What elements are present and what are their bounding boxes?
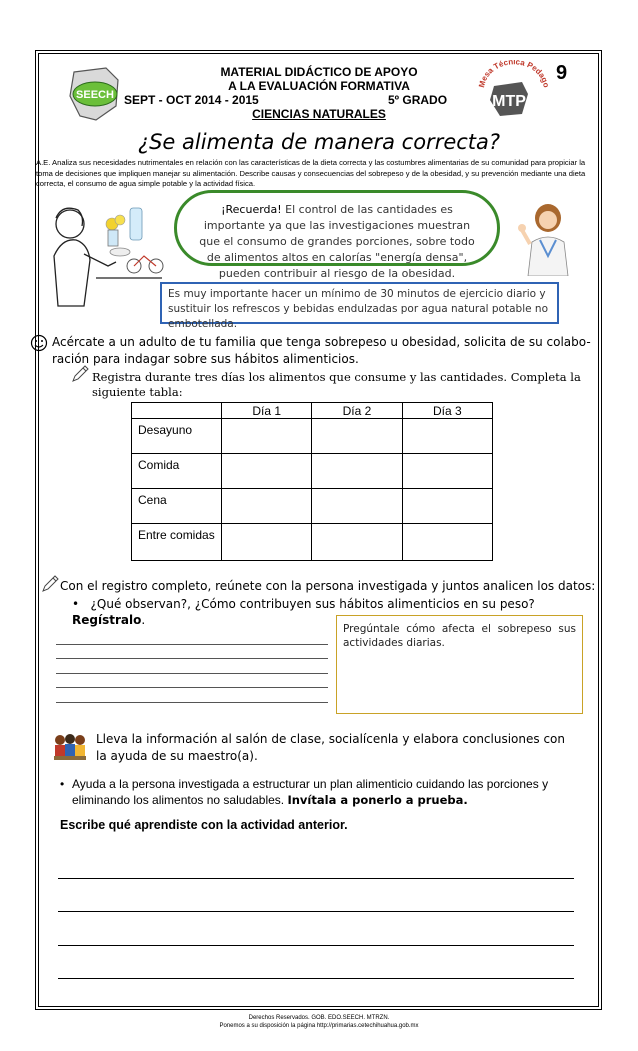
bullet-2-bold: Invítala a ponerlo a prueba.: [287, 793, 468, 807]
bullet-1-text: ¿Qué observan?, ¿Cómo contribuyen sus hábitos alimenticios en su peso?: [90, 597, 535, 611]
table-cell[interactable]: [312, 524, 402, 561]
header-period: SEPT - OCT 2014 - 2015: [124, 93, 259, 107]
instruction-2: [92, 370, 592, 400]
pencil-icon: [70, 364, 90, 388]
table-cell[interactable]: [222, 454, 312, 489]
mtp-logo-letters: MTP: [492, 93, 526, 110]
instruction-3-text: Con el registro completo, reúnete con la persona investigada y juntos analicen los datos:: [60, 579, 596, 593]
table-row-label: Cena: [132, 489, 222, 524]
instruction-1: [52, 334, 592, 368]
side-question-box: Pregúntale cómo afecta el sobrepeso sus actividades diarias.: [336, 615, 583, 714]
table-cell[interactable]: [402, 419, 492, 454]
bullet-2: • Ayuda a la persona investigada a estructurar un plan alimenticio cuidando las porciones y eliminando los alimentos no saludables. Invítala a ponerlo a prueba.: [60, 777, 549, 807]
table-cell[interactable]: [402, 489, 492, 524]
table-cell[interactable]: [312, 489, 402, 524]
mtp-logo-arc-text: Mesa Técnica Peda: [478, 60, 547, 89]
header-subject: CIENCIAS NATURALES: [252, 107, 386, 121]
table-header-row: [132, 403, 493, 419]
table-row-label: Desayuno: [132, 419, 222, 454]
table-row: [132, 524, 493, 561]
table-cell[interactable]: [222, 489, 312, 524]
table-cell[interactable]: [402, 524, 492, 561]
recuerda-lead: ¡Recuerda!: [221, 203, 282, 216]
bullet-1-end: .: [141, 613, 146, 627]
table-column-header: Día 3: [402, 403, 492, 419]
students-group-icon: [52, 732, 88, 767]
header-grade: 5º GRADO: [388, 93, 448, 107]
table-cell[interactable]: [312, 419, 402, 454]
exercise-note-box: Es muy importante hacer un mínimo de 30 minutos de ejercicio diario y sustituir los refrescos y bebidas endulzadas por agua natural potable no embotellada.: [160, 282, 559, 324]
pencil-icon: [40, 574, 60, 598]
doctor-illustration: [518, 200, 580, 276]
table-column-header: Día 2: [312, 403, 402, 419]
answer-lines-short[interactable]: [56, 630, 328, 703]
table-column-header: Día 1: [222, 403, 312, 419]
seech-logo-text: SEECH: [76, 89, 114, 101]
instruction-2-text: Registra durante tres días los alimentos que consume y las cantidades. Completa la siguiente tabla:: [92, 370, 581, 399]
table-row: [132, 454, 493, 489]
instruction-4: Lleva la información al salón de clase, socialícenla y elabora conclusiones con la ayuda de su maestro(a).: [96, 732, 565, 763]
table-cell[interactable]: [222, 419, 312, 454]
bullet-1-bold: Regístralo: [72, 613, 142, 627]
page-title: ¿Se alimenta de manera correcta?: [137, 130, 501, 154]
food-record-table: [131, 402, 493, 561]
recuerda-text: El control de las cantidades es importante ya que las investigaciones muestran que el consumo de grandes porciones, sobre todo de alimentos altos en calorías "energía densa", pueden contribuir al riesgo de la obesidad.: [199, 203, 475, 280]
footer-line1: Derechos Reservados. GOB. EDO.SEECH. MTRZN.: [248, 1015, 390, 1021]
table-cell[interactable]: [312, 454, 402, 489]
table-row-label: Comida: [132, 454, 222, 489]
header-line2: A LA EVALUACIÓN FORMATIVA: [228, 79, 410, 93]
footer-line2: Ponemos a su disposición la página http://primarias.cetechihuahua.gob.mx: [219, 1023, 419, 1029]
bullet-1: • ¿Qué observan?, ¿Cómo contribuyen sus hábitos alimenticios en su peso? Regístralo.: [72, 597, 535, 627]
bullet-2-text: Ayuda a la persona investigada a estructurar un plan alimenticio cuidando las porciones y eliminando los alimentos no saludables.: [72, 777, 549, 807]
instruction-1-text: Acércate a un adulto de tu familia que tenga sobrepeso u obesidad, solicita de su colabo-ración para indagar sobre sus hábitos alimenticios.: [52, 335, 591, 366]
page-number: 9: [556, 62, 568, 84]
table-cell[interactable]: [402, 454, 492, 489]
table-cell[interactable]: [222, 524, 312, 561]
write-prompt: Escribe qué aprendiste con la actividad anterior.: [60, 818, 348, 832]
recuerda-bubble: [174, 190, 500, 280]
table-row: [132, 419, 493, 454]
header-line1: MATERIAL DIDÁCTICO DE APOYO: [220, 65, 418, 79]
answer-lines-long[interactable]: [58, 845, 574, 979]
table-row: [132, 489, 493, 524]
smiley-icon: [30, 334, 48, 357]
table-row-label: Entre comidas: [132, 524, 222, 561]
learning-expectation: A.E. Analiza sus necesidades nutrimentales en relación con las características de la dieta correcta y las costumbres alimentarias de su comunidad para propiciar la toma de decisiones que impliquen manejar su alimentación. Describe causas y consecuencias del sobrepeso y de la obesidad, y su prevención mediante una dieta correcta, el consumo de agua simple potable y la actividad física.: [36, 158, 586, 188]
woman-with-food-illustration: [44, 196, 174, 308]
table-corner-cell: [132, 403, 222, 419]
